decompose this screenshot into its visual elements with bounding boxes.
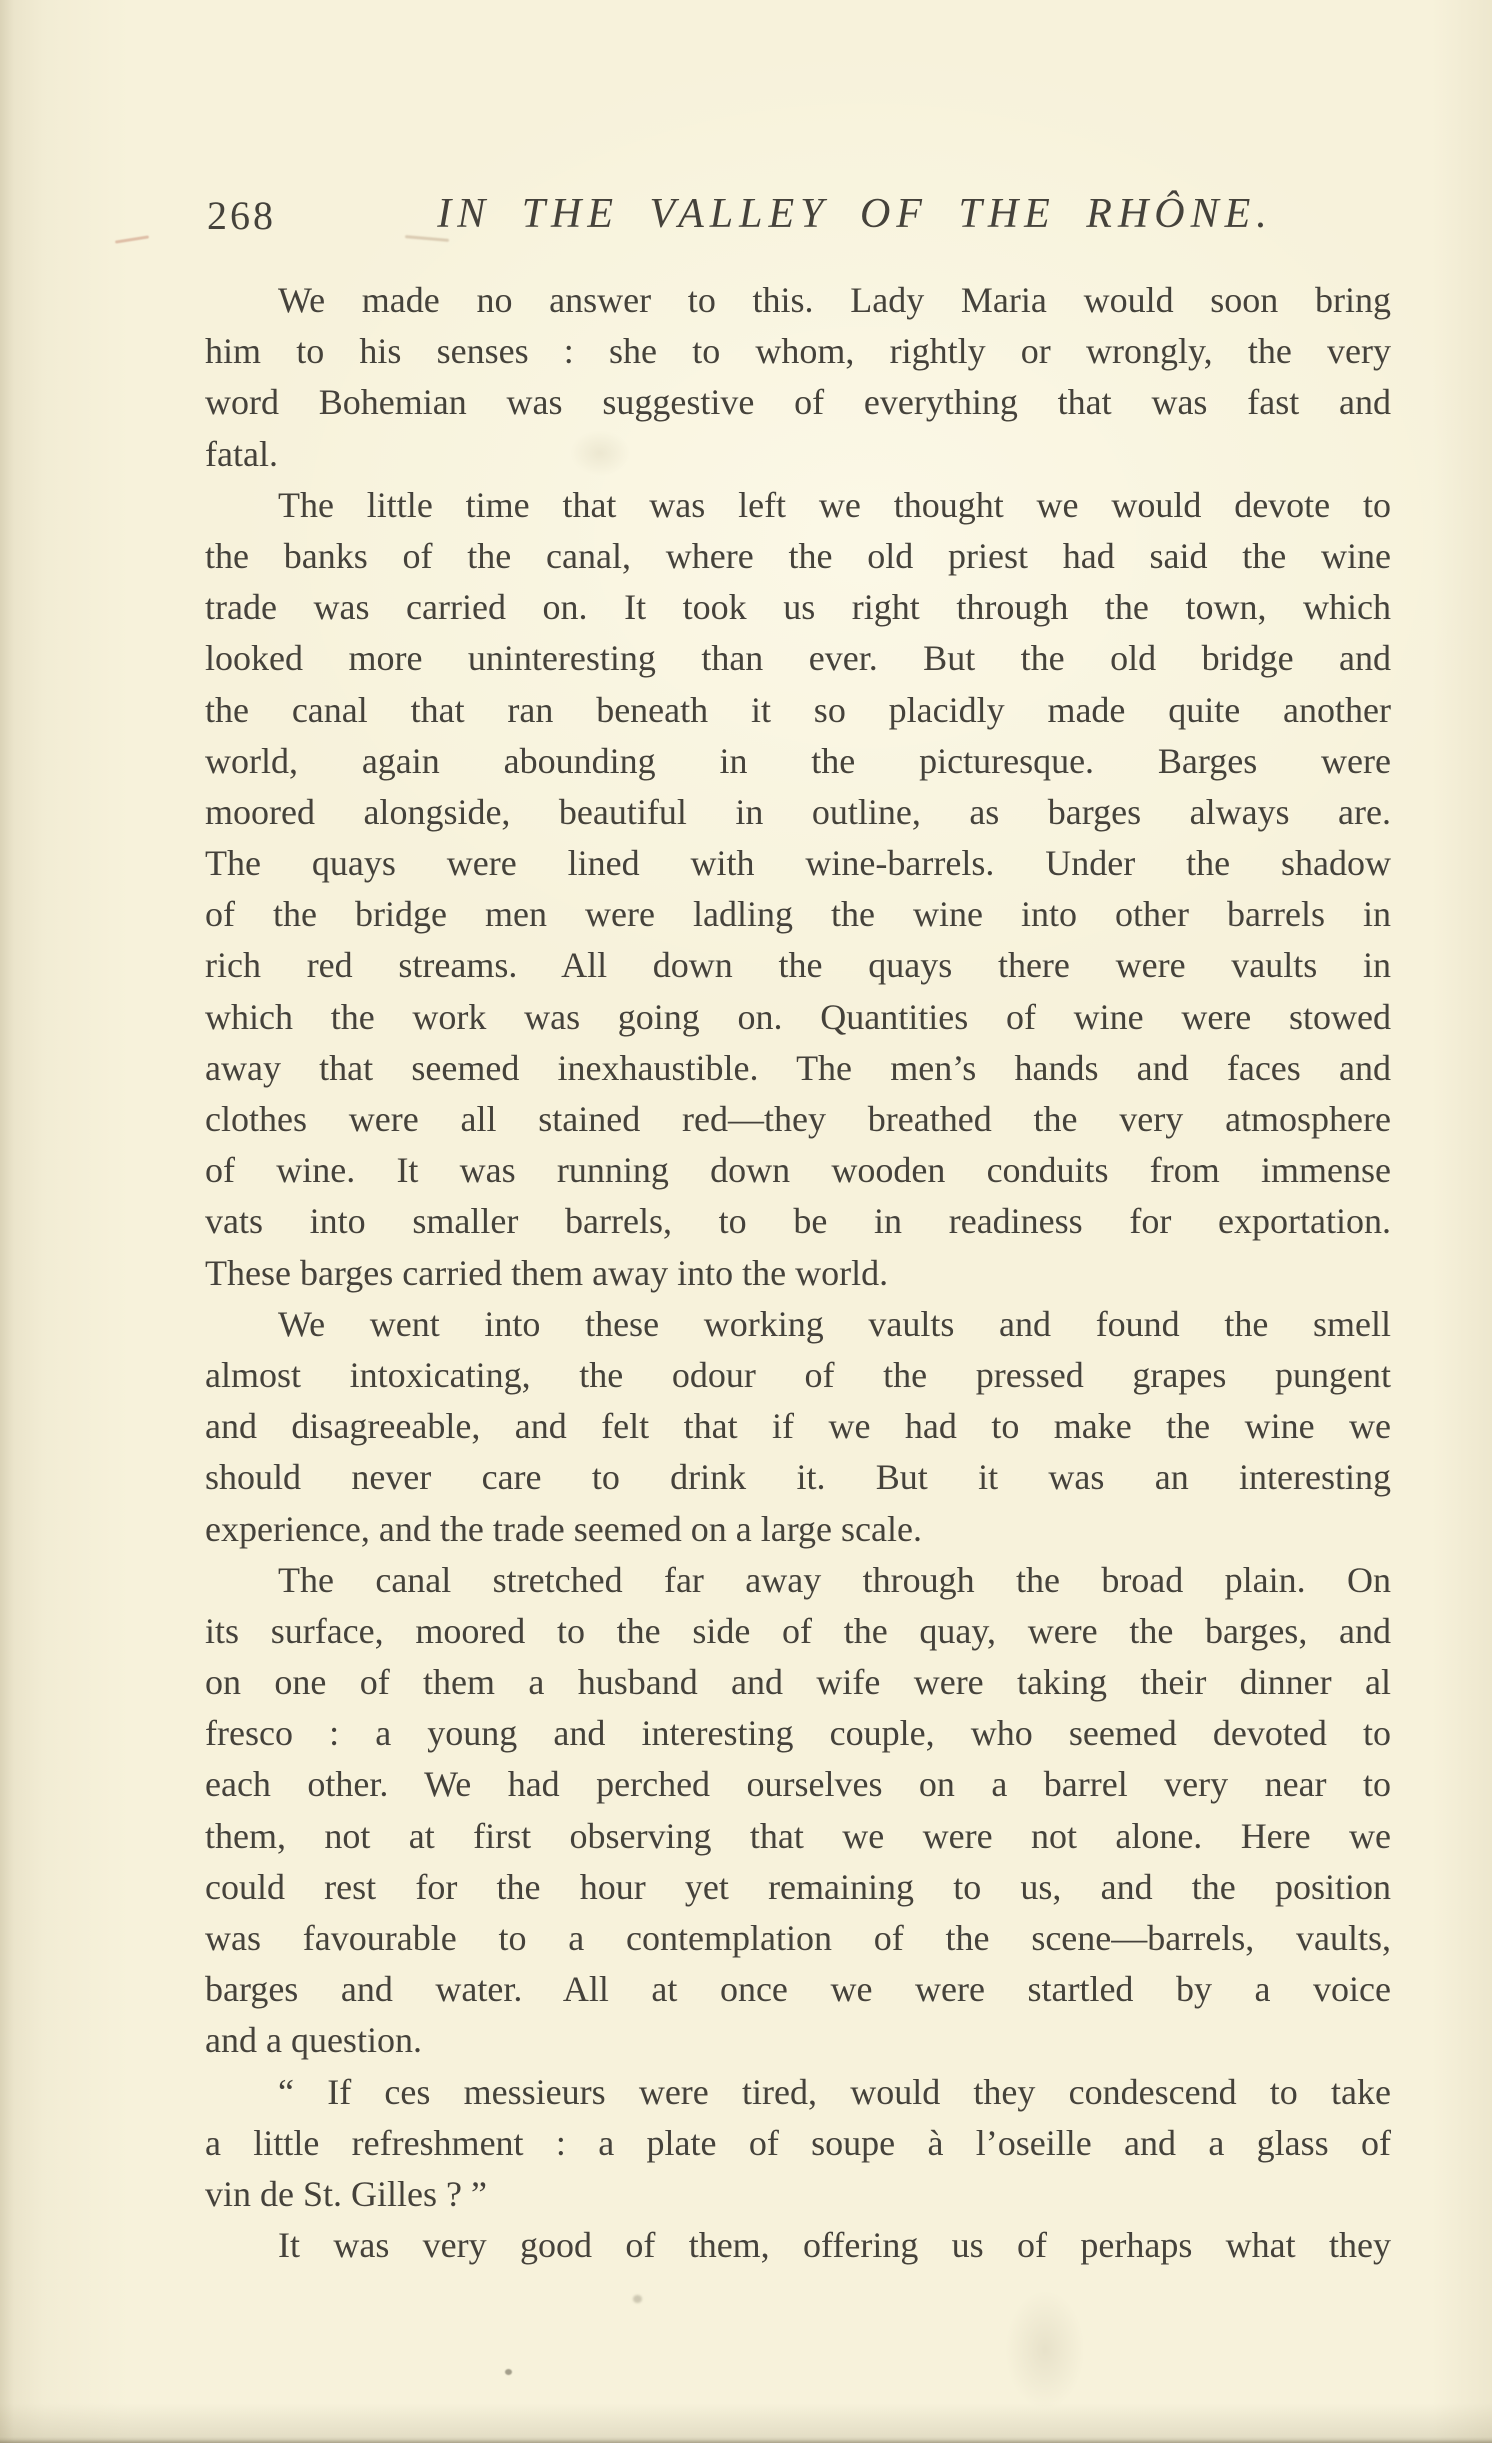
ink-speck <box>633 2295 642 2303</box>
text-line: on one of them a husband and wife were taking their dinner al <box>205 1662 1391 1703</box>
text-line: moored alongside, beautiful in outline, as barges always are. <box>205 791 1391 832</box>
text-line: The quays were lined with wine-barrels. Under the shadow <box>205 843 1391 884</box>
text-line: away that seemed inexhaustible. The men’s hands and faces and <box>205 1047 1391 1088</box>
text-line: barges and water. All at once we were startled by a voice <box>205 1969 1391 2010</box>
text-line: fatal. <box>205 433 278 474</box>
text-line: of wine. It was running down wooden conduits from immense <box>205 1150 1391 1191</box>
text-line: almost intoxicating, the odour of the pressed grapes pungent <box>205 1354 1391 1395</box>
text-line: should never care to drink it. But it was an interesting <box>205 1457 1391 1498</box>
text-line: world, again abounding in the picturesque. Barges were <box>205 740 1391 781</box>
text-line: rich red streams. All down the quays there were vaults in <box>205 945 1391 986</box>
text-line: and disagreeable, and felt that if we had to make the wine we <box>205 1406 1391 1447</box>
text-line: the banks of the canal, where the old priest had said the wine <box>205 535 1391 576</box>
text-line: each other. We had perched ourselves on a barrel very near to <box>205 1764 1391 1805</box>
text-line: These barges carried them away into the world. <box>205 1252 889 1293</box>
text-line: fresco : a young and interesting couple, who seemed devoted to <box>205 1713 1391 1754</box>
text-line: “ If ces messieurs were tired, would they condescend to take <box>278 2071 1391 2112</box>
running-title: IN THE VALLEY OF THE RHÔNE. <box>437 191 1273 237</box>
text-line: and a question. <box>205 2020 422 2061</box>
text-line: trade was carried on. It took us right through the town, which <box>205 587 1391 628</box>
paragraph <box>205 1555 1391 2067</box>
text-line: The little time that was left we thought we would devote to <box>278 484 1391 525</box>
text-line: The canal stretched far away through the broad plain. On <box>278 1559 1391 1600</box>
text-line: We made no answer to this. Lady Maria would soon bring <box>278 280 1391 320</box>
text-line: of the bridge men were ladling the wine into other barrels in <box>205 894 1391 935</box>
page-bottom-edge <box>0 2437 1492 2443</box>
ink-speck <box>505 2369 512 2375</box>
text-line: its surface, moored to the side of the quay, were the barges, and <box>205 1610 1391 1651</box>
page-left-edge-shading <box>0 0 14 2443</box>
text-block <box>205 275 1391 2271</box>
text-line: vats into smaller barrels, to be in readiness for exportation. <box>205 1201 1391 1242</box>
text-line: experience, and the trade seemed on a large scale. <box>205 1508 922 1549</box>
paragraph <box>205 480 1391 1299</box>
paper-smudge <box>570 430 630 476</box>
paragraph <box>205 275 1391 480</box>
text-line: We went into these working vaults and found the smell <box>278 1303 1391 1344</box>
text-line: them, not at first observing that we were not alone. Here we <box>205 1815 1391 1856</box>
paper-scratch <box>115 235 149 243</box>
text-line: vin de St. Gilles ? ” <box>205 2173 487 2214</box>
text-line: him to his senses : she to whom, rightly or wrongly, the very <box>205 331 1391 372</box>
text-line: It was very good of them, offering us of perhaps what they <box>278 2225 1391 2266</box>
text-line: could rest for the hour yet remaining to us, and the position <box>205 1866 1391 1907</box>
page-header <box>205 193 1391 243</box>
paragraph <box>205 2067 1391 2221</box>
text-line: a little refreshment : a plate of soupe à l’oseille and a glass of <box>205 2122 1391 2163</box>
text-line: which the work was going on. Quantities of wine were stowed <box>205 996 1391 1037</box>
paper-smudge <box>1005 2290 1085 2410</box>
paragraph <box>205 1299 1391 1555</box>
text-line: the canal that ran beneath it so placidly made quite another <box>205 689 1391 730</box>
paragraph <box>205 2220 1391 2271</box>
text-line: clothes were all stained red—they breathed the very atmosphere <box>205 1099 1391 1139</box>
text-line: was favourable to a contemplation of the scene—barrels, vaults, <box>205 1918 1391 1958</box>
text-line: word Bohemian was suggestive of everything that was fast and <box>205 382 1391 423</box>
page-number: 268 <box>207 193 276 238</box>
text-line: looked more uninteresting than ever. But the old bridge and <box>205 638 1391 679</box>
